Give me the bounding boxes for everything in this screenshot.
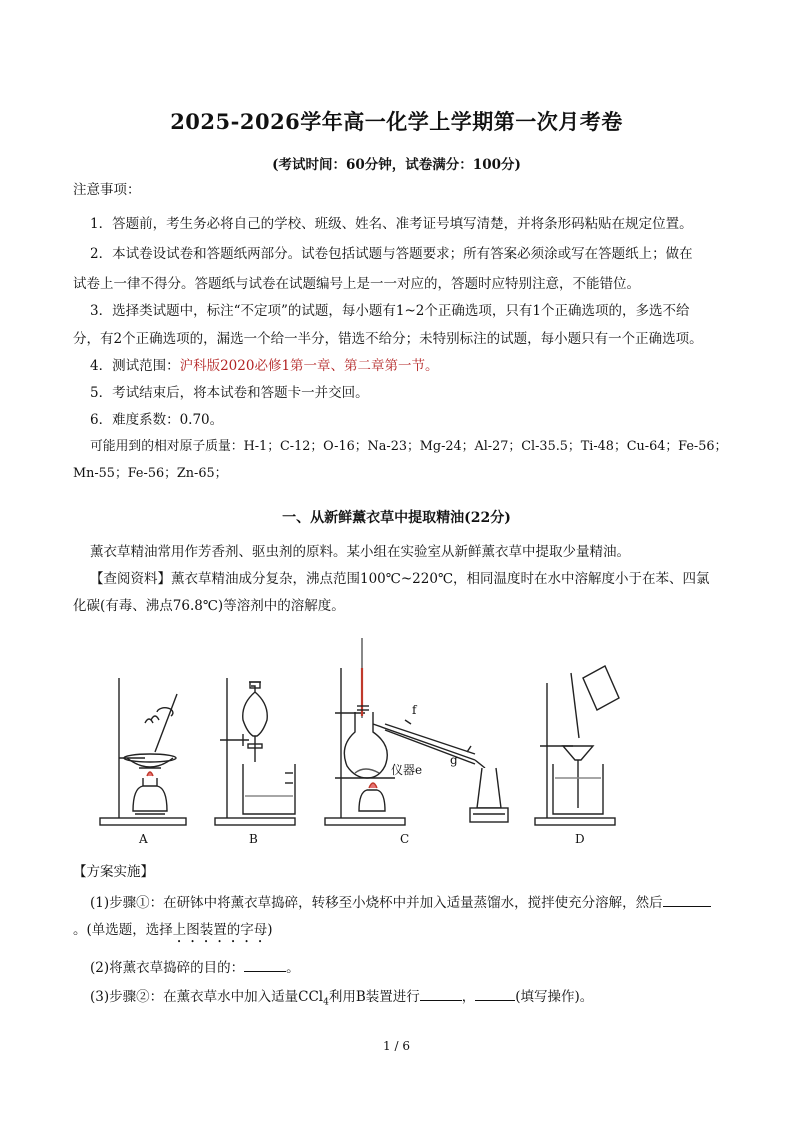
note-4-range: 沪科版2020必修1第一章、第二章第一节。 bbox=[179, 358, 439, 374]
label-f: f bbox=[412, 703, 417, 717]
question-1-suffix-pre: 。(单选题，选择 bbox=[73, 922, 173, 938]
label-c: C bbox=[400, 832, 410, 846]
question-3-text: (3)步骤②：在薰衣草水中加入适量CCl bbox=[90, 989, 324, 1005]
question-3-mid: 利用B装置进行 bbox=[328, 989, 420, 1005]
question-2-end: 。 bbox=[286, 960, 300, 976]
question-2 bbox=[90, 957, 725, 978]
question-1-line-a bbox=[90, 892, 725, 913]
label-d: D bbox=[575, 832, 585, 846]
note-2b: 试卷上一律不得分。答题纸与试卷在试题编号上是一一对应的，答题时应特别注意，不能错位。 bbox=[73, 276, 640, 292]
notes-heading: 注意事项： bbox=[73, 182, 141, 198]
question-3-sep: ， bbox=[461, 989, 476, 1005]
note-6: 6．难度系数：0.70。 bbox=[90, 412, 224, 428]
apparatus-figure bbox=[95, 628, 695, 850]
exam-subtitle: (考试时间：60分钟，试卷满分：100分) bbox=[272, 157, 521, 173]
plan-heading: 【方案实施】 bbox=[73, 864, 154, 880]
question-3 bbox=[90, 986, 725, 1013]
question-3-blank-2[interactable] bbox=[475, 986, 515, 1001]
question-1-text: (1)步骤①：在研钵中将薰衣草捣碎，转移至小烧杯中并加入适量蒸馏水，搅拌使充分溶解，然后 bbox=[90, 895, 663, 911]
exam-title: 2025-2026学年高一化学上学期第一次月考卷 bbox=[170, 109, 623, 134]
note-4 bbox=[90, 356, 725, 376]
question-3-end: (填写操作)。 bbox=[515, 989, 594, 1005]
note-3a: 3．选择类试题中，标注“不定项”的试题，每小题有1~2个正确选项，只有1个正确选项的，多选不给 bbox=[90, 303, 690, 319]
page-number: 1 / 6 bbox=[383, 1039, 410, 1053]
section-title: 一、从新鲜薰衣草中提取精油(22分) bbox=[282, 510, 511, 526]
info-text-b: 化碳(有毒、沸点76.8℃)等溶剂中的溶解度。 bbox=[73, 598, 345, 614]
label-a: A bbox=[139, 832, 148, 846]
note-3b: 分，有2个正确选项的，漏选一个给一半分，错选不给分；未特别标注的试题，每小题只有一个正确选项。 bbox=[73, 331, 703, 347]
question-1-suffix-post: ) bbox=[267, 922, 273, 938]
note-2a: 2．本试卷设试卷和答题纸两部分。试卷包括试题与答题要求；所有答案必须涂或写在答题纸上；做在 bbox=[90, 246, 693, 262]
note-1: 1．答题前，考生务必将自己的学校、班级、姓名、准考证号填写清楚，并将条形码粘贴在规定位置。 bbox=[90, 216, 693, 232]
apparatus-a bbox=[100, 678, 186, 825]
apparatus-b bbox=[215, 678, 295, 825]
info-text-a: 【查阅资料】薰衣草精油成分复杂，沸点范围100℃~220℃，相同温度时在水中溶解度小于在苯、四氯 bbox=[90, 571, 710, 587]
question-1-dotted: 上图装置的字母 bbox=[172, 922, 268, 938]
note-7a: 可能用到的相对原子质量：H-1；C-12；O-16；Na-23；Mg-24；Al-27；Cl-35.5；Ti-48；Cu-64；Fe-56； bbox=[90, 439, 728, 454]
apparatus-d bbox=[535, 666, 619, 825]
apparatus-c bbox=[325, 638, 508, 825]
note-7b: Mn-55；Fe-56；Zn-65； bbox=[73, 466, 228, 481]
note-4-prefix: 4．测试范围： bbox=[90, 358, 180, 374]
question-3-subscript: 4 bbox=[323, 997, 329, 1008]
question-3-blank-1[interactable] bbox=[420, 986, 462, 1001]
question-1-line-b bbox=[73, 920, 725, 946]
label-instrument-e: 仪器e bbox=[391, 763, 423, 777]
label-g: g bbox=[450, 753, 458, 767]
question-1-blank[interactable] bbox=[663, 892, 711, 907]
question-2-text: (2)将薰衣草捣碎的目的： bbox=[90, 960, 245, 976]
intro-text: 薰衣草精油常用作芳香剂、驱虫剂的原料。某小组在实验室从新鲜薰衣草中提取少量精油。 bbox=[90, 544, 630, 560]
note-5: 5．考试结束后，将本试卷和答题卡一并交回。 bbox=[90, 385, 369, 401]
question-2-blank[interactable] bbox=[244, 957, 286, 972]
label-b: B bbox=[249, 832, 258, 846]
